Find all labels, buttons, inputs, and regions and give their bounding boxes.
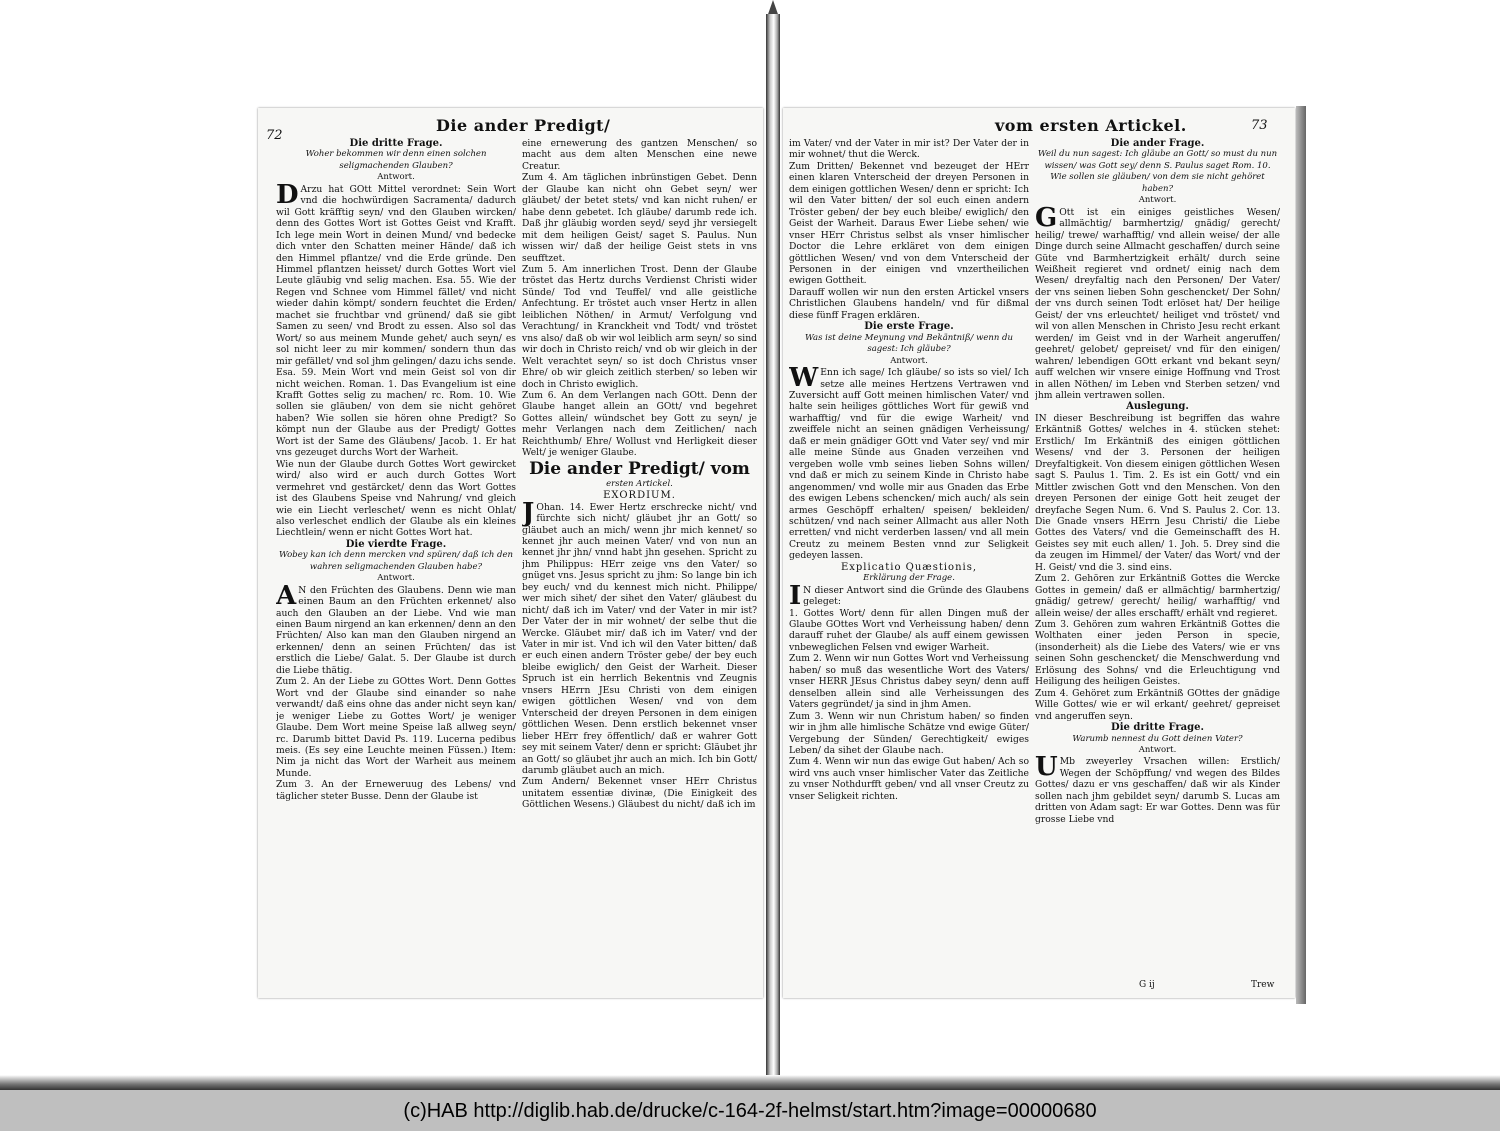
- paragraph: WEnn ich sage/ Ich gläube/ so ists so viel/ Ich setze alle meines Hertzens Vertrawen vnd Zuversicht auff Gott meinen himlischen Vater/ vnd halte sein heiliges göttliches Wort für gewiß vnd warhafftig/ vnd für die ewige Warheit/ vnd zweiffele nicht an seinen gnädigen Verheissung/ daß er mein gnädiger GOtt vnd Vater sey/ vnd mir alle meine Sünde aus Gnaden verzeihen vnd vergeben wolle vmb seines lieben Sohns willen/ vnd daß er mich zu seinem Kinde in Christo habe angenommen/ vnd wolle mir aus Gnaden das Erbe des ewigen Lebens schencken/ mich auch/ als sein armes Geschöpff erhalten/ speisen/ bekleiden/ schützen/ vnd nach seiner Allmacht aus aller Noth erretten/ vnd nicht verderben lassen/ vnd all mein Creutz zu meinem Besten vnnd zur Seligkeit gedeyen lassen.: [789, 363, 1029, 562]
- left-page: [258, 108, 763, 998]
- antwort-text: Antwort.: [377, 573, 415, 584]
- sub-text: Erklärung der Frage.: [863, 573, 955, 584]
- heading-text: Auslegung.: [1126, 401, 1189, 413]
- paragraph: Zum 3. Wenn wir nun Christum haben/ so finden wir in jhm alle himlische Schätze vnd ewige Güter/ Vergebung der Sünden/ Gerechtigkeit/ ewiges Leben/ da sihet der Glaube nach.: [789, 710, 1029, 757]
- antwort-text: Antwort.: [1138, 195, 1177, 206]
- running-head: vom ersten Artickel.: [995, 116, 1187, 135]
- antwort-text: Antwort.: [377, 172, 415, 183]
- paragraph: Zum 6. An dem Verlangen nach GOtt. Denn der Glaube hanget allein an GOtt/ vnd begehret Gottes allein/ wündschet bey Gott zu seyn/ je mehr Verlangen nach dem Zeitlichen/ nach Reichthumb/ Ehre/ Wollust vnd Herligkeit dieser Welt/ je weniger Glaube.: [522, 389, 757, 459]
- footer-bar: [0, 1090, 1500, 1131]
- signature-mark: G ij: [1139, 980, 1155, 990]
- heading-text: Die dritte Frage.: [349, 138, 443, 149]
- paragraph: Zum 2. Wenn wir nun Gottes Wort vnd Verheissung haben/ so muß das wesentliche Wort des Vaters/ vnser HERR JEsus Christus dabey seyn/ denn auff denselben allein sind alle Verheissungen des Vaters gegründet/ ja sind in jhm Amen.: [789, 653, 1029, 711]
- heading-text: Die erste Frage.: [864, 321, 954, 333]
- paragraph: IN dieser Antwort sind die Gründe des Glaubens geleget:: [789, 580, 1029, 611]
- paragraph: Zum 4. Gehöret zum Erkäntniß GOttes der gnädige Wille Gottes/ wie er wil erkant/ geehret/ gepreiset vnd angeruffen seyn.: [1035, 687, 1280, 722]
- paragraph: UMb zweyerley Vrsachen willen: Erstlich/ Wegen der Schöpffung/ vnd wegen des Bildes Gottes/ dazu er vns geschaffen/ daß wir als Kinder sollen nach jhm gebildet seyn/ darumb S. Lucas am dritten von Adam sagt: Er war Gottes. Denn was für grosse Liebe vnd: [1035, 752, 1280, 825]
- heading-text: Die ander Frage.: [1110, 138, 1205, 149]
- book-spine: [766, 14, 780, 1089]
- text-column-left: [276, 138, 516, 988]
- paragraph: JOhan. 14. Ewer Hertz erschrecke nicht/ vnd fürchte sich nicht/ gläubet jhr an Gott/ so gläubet auch an mich/ wenn jhr mich kennet/ so kennet jhr auch meinen Vater/ vnd von nun an kennet jhr jhn/ vnnd habt jhn gesehen. Spricht zu jhm Philippus: HErr zeige vns den Vater/ so gnüget vns. Jesus spricht zu jhm: So lange bin ich bey euch/ vnd du kennest mich nicht. Philippe/ wer mich sihet/ der sihet den Vater/ gläubest du nicht/ daß ich im Vater/ vnd der Vater in mir ist? Der Vater der in mir wohnet/ der selbe thut die Wercke. Gläubet mir/ daß ich im Vater/ vnd der Vater in mir ist. Vnd ich wil den Vater bitten/ daß er euch einen andern Tröster gebe/ der bey euch bleibe ewiglich/ den Geist der Warheit. Dieser Spruch ist ein herrlich Bekentnis vnd Zeugnis vnsers HErrn JEsu Christi von dem einigen ewigen göttlichen Wesen/ vnd von dem Vnterscheid der dreyen Personen in dem einigen göttlichen Wesen. Denn erstlich bekennet vnser lieber HErr frey öffentlich/ daß er wahrer Gott sey mit seinem Vater/ denn er spricht: Gläubet jhr an Gott/ so gläubet jhr auch an mich. Ich bin Gott/ darumb gläubet auch an mich.: [522, 497, 757, 777]
- paragraph: Zum 2. An der Liebe zu GOttes Wort. Denn Gottes Wort vnd der Glaube sind einander so nahe verwandt/ daß eins ohne das ander nicht seyn kan/ je weniger Liebe zu Gottes Wort/ je weniger Glaube. Dem Wort meine Speise laß allweg seyn/ rc. Darumb bittet David Ps. 119. Lucerna pedibus meis. (Es sey eine Leuchte meinen Füssen.) Item: Nim ja nicht das Wort der Warheit aus meinem Munde.: [276, 676, 516, 779]
- sub-text: ersten Artickel.: [606, 478, 673, 489]
- sub-text: Woher bekommen wir denn einen solchen seligmachenden Glauben?: [305, 149, 487, 171]
- sub-text: Weil du nun sagest: Ich gläube an Gott/ so must du nun wissen/ was Gott sey/ denn S. Paulus saget Rom. 10. Wie sollen sie gläuben/ von dem sie nicht gehöret haben?: [1037, 149, 1278, 194]
- copyright-url: (c)HAB http://diglib.hab.de/drucke/c-164-2f-helmst/start.htm?image=00000680: [403, 1100, 1097, 1122]
- paragraph: Zum 2. Gehören zur Erkäntniß Gottes die Wercke Gottes in gemein/ daß er allmächtig/ barmhertzig/ gnädig/ getrew/ gerecht/ heilig/ warhafftig/ vnd allein weise/ der alles erschafft/ erhält vnd regieret.: [1035, 573, 1280, 619]
- paragraph: DArzu hat GOtt Mittel verordnet: Sein Wort vnd die hochwürdigen Sacramenta/ dadurch wil Gott kräfftig seyn/ vnd den Glauben wircken/ denn des Gottes Wort ist Gottes Geist vnd Krafft. Ich lege mein Wort in deinen Mund/ vnd bedecke dich vnter den Schatten meiner Hände/ daß ich den Himmel pflantze/ vnd die Erde gründe. Den Himmel pflantzen heisset/ durch Gottes Wort viel Leute gläubig vnd selig machen. Esa. 55. Wie der Regen vnd Schnee vom Himmel fället/ vnd nicht wieder dahin kömpt/ sondern feuchtet die Erden/ machet sie fruchtbar vnd grünend/ daß sie gibt Samen zu seen/ vnd Brodt zu essen. Also sol das Wort/ so aus meinem Munde gehet/ auch seyn/ es sol nicht leer zu mir kommen/ sondern thun das mir gefället/ vnd sol jhm gelingen/ dazu ichs sende. Esa. 59. Mein Wort vnd mein Geist sol von dir nicht weichen. Roman. 1. Das Evangelium ist eine Krafft Gottes selig zu machen/ rc. Rom. 10. Wie sollen sie gläuben/ von dem sie nicht gehöret haben? Wie sollen sie hören ohne Predigt? So kömpt nun der Glaube aus der Predigt/ Gottes Wort ist der Same des Gläubens/ Jacob. 1. Er hat vns gezeuget durchs Wort der Warheit.: [276, 179, 516, 459]
- heading-text: Die vierdte Frage.: [345, 538, 447, 550]
- exordium-text: EXORDIUM.: [603, 490, 676, 502]
- paragraph: Zum 5. Am innerlichen Trost. Denn der Glaube tröstet das Hertz durchs Verdienst Christi wider Sünde/ Tod vnd Teuffel/ vnd alle geistliche Anfechtung. Er tröstet auch vnser Hertz in allen leiblichen Nöthen/ in Armut/ Verfolgung vnd Verachtung/ in Kranckheit vnd Todt/ vnd tröstet vns also/ daß ob wir wol leiblich arm seyn/ so sind wir doch in Christo reich/ vnd ob wir gleich in der Welt verachtet seyn/ so ist doch Christus vnser Ehre/ ob wir gleich zeitlich sterben/ so leben wir doch in Christo ewiglich.: [522, 263, 757, 390]
- paragraph: eine ernewerung des gantzen Menschen/ so macht aus dem alten Menschen eine newe Creatur.: [522, 138, 757, 172]
- antwort-text: Antwort.: [890, 355, 928, 366]
- paragraph: Zum 4. Wenn wir nun das ewige Gut haben/ Ach so wird vns auch vnser himlischer Vater das Zeitliche zu vnser Nothdurfft geben/ vnd all vnser Creutz zu vnser Seligkeit richten.: [789, 756, 1029, 802]
- paragraph: AN den Früchten des Glaubens. Denn wie man einen Baum an den Früchten erkennet/ also auch den Glauben an der Liebe. Vnd wie man einen Baum nirgend an kan erkennen/ denn an den Früchten/ Also kan man den Glauben nirgend an erkennen/ denn an seinen Früchten/ das ist erstlich die Liebe/ Galat. 5. Der Glaube ist durch die Liebe thätig.: [276, 580, 516, 676]
- paragraph: im Vater/ vnd der Vater in mir ist? Der Vater der in mir wohnet/ thut die Werck.: [789, 138, 1029, 161]
- paragraph: IN dieser Beschreibung ist begriffen das wahre Erkäntniß Gottes/ welches in 4. stücken stehet: Erstlich/ Im Erkäntniß des einigen göttlichen Wesens/ vnd der 3. Personen der heiligen Dreyfaltigkeit. Von diesem einigen göttlichen Wesen sagt S. Paulus 1. Tim. 2. Es ist ein Gott/ vnd ein Mittler zwischen Gott vnd den Menschen. Von den dreyen Personen der einige Gott heit zeuget der dreyfache Segen Num. 6. Vnd S. Paulus 2. Cor. 13. Die Gnade vnsers HErrn Jesu Christi/ die Liebe Gottes des Vaters/ vnd die Gemeinschafft des H. Geistes sey mit euch allen/ 1. Joh. 5. Drey sind die da zeugen im Himmel/ der Vater/ das Wort/ vnd der H. Geist/ vnd die 3. sind eins.: [1035, 412, 1280, 573]
- paragraph: Zum 4. Am täglichen inbrünstigen Gebet. Denn der Glaube kan nicht ohn Gebet seyn/ wer gläubet/ der betet stets/ vnd kan nicht ruhen/ er habe denn gebetet. Ich gläube/ darumb rede ich. Daß jhr gläubig worden seyd/ seyd jhr versiegelt mit dem heiligen Geist/ saget S. Paulus. Nun wissen wir/ daß der heilige Geist stets in vns seufftzet.: [522, 172, 757, 264]
- text-column-right: [1035, 138, 1280, 958]
- text-column-left: [789, 138, 1029, 978]
- antwort-text: Antwort.: [1138, 745, 1177, 756]
- exordium-text: Explicatio Quæstionis,: [840, 561, 978, 573]
- running-head: Die ander Predigt/: [436, 116, 611, 135]
- scan-shadow: [0, 1075, 1500, 1090]
- paragraph: Darauff wollen wir nun den ersten Artickel vnsers Christlichen Glaubens handeln/ vnd für dißmal diese fünff Fragen erklären.: [789, 286, 1029, 321]
- text-column-right: [522, 138, 757, 988]
- page-number: 73: [1251, 118, 1268, 133]
- page-edge: [1296, 106, 1306, 1004]
- sub-text: Was ist deine Meynung vnd Bekäntniß/ wenn du sagest: Ich gläube?: [805, 332, 1013, 355]
- heading-text: Die dritte Frage.: [1111, 722, 1204, 734]
- bigheading-text: Die ander Predigt/ vom: [529, 458, 750, 479]
- paragraph: Zum Dritten/ Bekennet vnd bezeuget der HErr einen klaren Vnterscheid der dreyen Personen in dem einigen gottlichen Wesen/ denn er spricht: Ich wil den Vater bitten/ der sol euch einen andern Tröster geben/ der bey euch bleibe/ ewiglich/ den Geist der Warheit. Daraus Ewer Liebe sehen/ wie vnser HErr Christus selbst als vnser himlischer Doctor die Lehre erkläret von dem einigen göttlichen Wesen/ vnd von dem Vnterscheid der Personen in der einigen vnd vnzertheilichen ewigen Gottheit.: [789, 160, 1029, 287]
- sub-text: Wobey kan ich denn mercken vnd spüren/ daß ich den wahren seligmachenden Glauben habe?: [278, 550, 513, 572]
- paragraph: 1. Gottes Wort/ denn für allen Dingen muß der Glaube GOttes Wort vnd Verheissung haben/ denn darauff ruhet der Glaube/ als auff einem gewissen vnbeweglichen Felsen vnd ewiger Warheit.: [789, 607, 1029, 653]
- paragraph: Wie nun der Glaube durch Gottes Wort gewircket wird/ also wird er auch durch Gottes Wort vermehret vnd gestärcket/ denn das Wort Gottes ist des Glaubens Speise vnd Nahrung/ vnd gleich wie ein Liecht verleschet/ wenn es nicht Ohlat/ also verleschet endlich der Glaube als ein kleines Liechtlein/ wenn er nicht Gottes Wort hat.: [276, 458, 516, 539]
- page-number: 72: [266, 128, 283, 143]
- right-page: [783, 108, 1295, 998]
- paragraph: Zum 3. Gehören zum wahren Erkäntniß Gottes die Wolthaten einer jeden Person in specie, (insonderheit) als die Liebe des Vaters/ wie er vns seinen Sohn geschencket/ die Menschwerdung vnd Erlösung des Sohns/ vnd die Erleuchtigung vnd Heiligung des heiligen Geistes.: [1035, 619, 1280, 688]
- paragraph: Zum Andern/ Bekennet vnser HErr Christus unitatem essentiæ divinæ, (Die Einigkeit des Göttlichen Wesens.) Gläubest du nicht/ daß ich im: [522, 776, 757, 811]
- sub-text: Warumb nennest du Gott deinen Vater?: [1072, 733, 1243, 744]
- catchword: Trew: [1251, 980, 1275, 990]
- paragraph: Zum 3. An der Erneweruug des Lebens/ vnd täglicher steter Busse. Denn der Glaube ist: [276, 779, 516, 802]
- paragraph: GOtt ist ein einiges geistliches Wesen/ allmächtig/ barmhertzig/ gnädig/ gerecht/ heilig/ trewe/ warhafftig/ vnd allein weise/ der alle Dinge durch seine Allmacht geschaffen/ durch seine Güte vnd Barmhertzigkeit erhält/ durch seine Weißheit regieret vnd ordnet/ einig nach dem Wesen/ dreyfaltig nach den Personen/ Der Vater/ der vns seinen lieben Sohn geschencket/ Der Sohn/ der vns durch seinen Todt erlöset hat/ Der heilige Geist/ der vns erleuchtet/ heiliget vnd tröstet/ vnd wil von allen Menschen in Christo Jesu recht erkant werden/ im Geist vnd in der Warheit angeruffen/ geehret/ gelobet/ gepreiset/ vnd für den einigen/ wahren/ lebendigen GOtt erkant vnd bekant seyn/ auff welchen wir vnsere einige Hoffnung vnd Trost in allen Nöthen/ im Leben vnd Sterben setzen/ vnd jhm allein vertrawen sollen.: [1035, 202, 1280, 401]
